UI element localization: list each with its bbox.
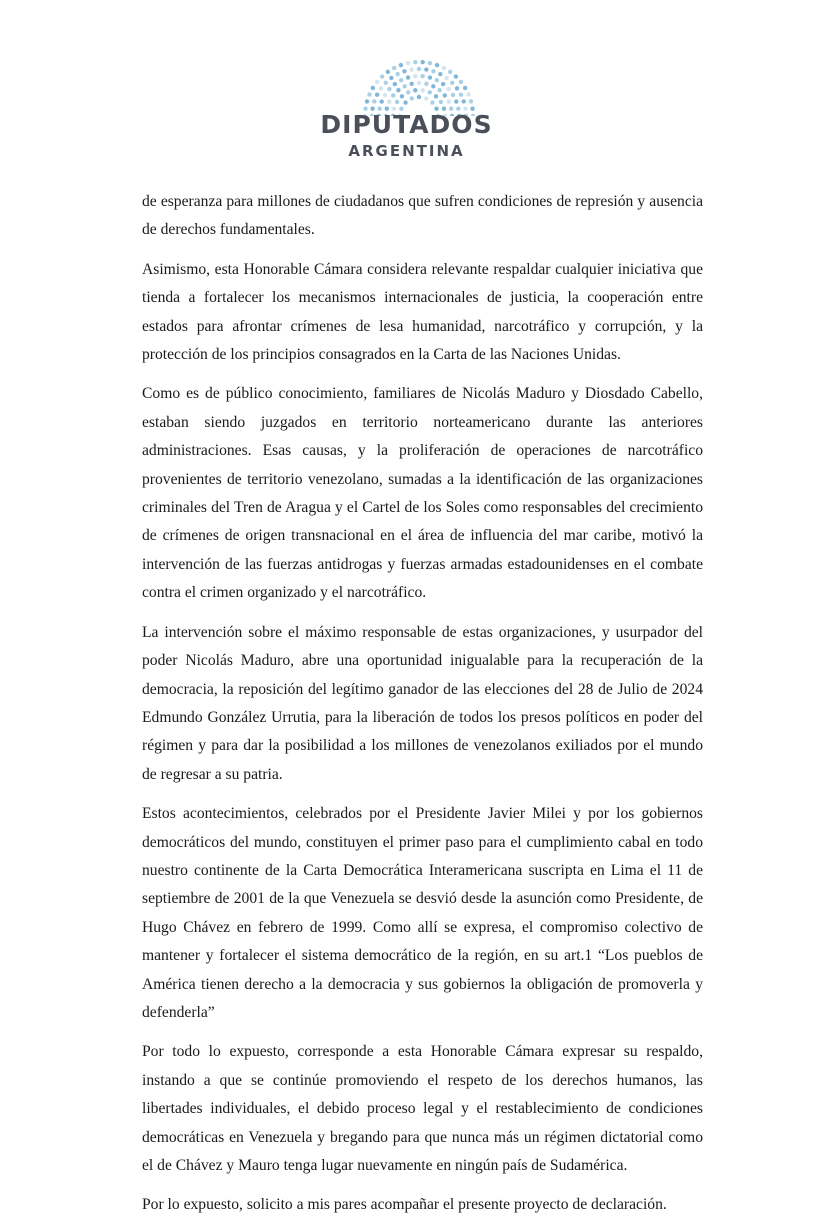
logo-seat-dot bbox=[386, 70, 390, 74]
logo-seat-dot bbox=[447, 99, 451, 103]
logo-seat-dot bbox=[365, 99, 369, 103]
logo-seat-dot bbox=[367, 92, 371, 96]
logo-seat-dot bbox=[413, 60, 417, 64]
logo-seat-dot bbox=[406, 61, 410, 65]
logo-seat-dot bbox=[438, 72, 442, 76]
logo-seat-dot bbox=[448, 70, 452, 74]
logo-seat-dot bbox=[430, 100, 434, 104]
logo-seat-dot bbox=[435, 78, 439, 82]
logo-seat-dot bbox=[420, 74, 424, 78]
paragraph-6: Por todo lo expuesto, corresponde a esta Honorable Cámara expresar su respaldo, instando a que se continúe promoviendo el respeto de los derechos humanos, las libertades individuales, el debido proceso legal y el restablecimiento de condiciones democráticas en Venezuela y bregando para que nunca más un régimen dictatorial como el de Chávez y Mauro tenga lugar nuevamente en ningún país de Sudamérica. bbox=[142, 1043, 703, 1174]
logo-seat-dot bbox=[450, 81, 454, 85]
logo-seat-dot bbox=[400, 94, 404, 98]
chamber-seats-logo-icon bbox=[361, 58, 477, 116]
logo-seat-dot bbox=[437, 88, 441, 92]
logo-seat-dot bbox=[431, 69, 435, 73]
logo-seat-dot bbox=[383, 93, 387, 97]
logo-seat-dot bbox=[431, 84, 435, 88]
logo-seat-dot bbox=[387, 99, 391, 103]
logo-seat-dot bbox=[396, 88, 400, 92]
logo-seat-dot bbox=[417, 81, 421, 85]
logo-seat-dot bbox=[406, 75, 410, 79]
logo-seat-dot bbox=[387, 87, 391, 91]
logo-seat-dot bbox=[395, 72, 399, 76]
logo-seat-dot bbox=[463, 86, 467, 90]
logo-seat-dot bbox=[389, 76, 393, 80]
logo-seat-dot bbox=[399, 78, 403, 82]
logo-seat-dot bbox=[413, 88, 417, 92]
logo-seat-dot bbox=[372, 99, 376, 103]
logo-seat-dot bbox=[439, 100, 443, 104]
logo-seat-dot bbox=[441, 82, 445, 86]
logo-seat-dot bbox=[454, 74, 458, 78]
logo-subtitle: ARGENTINA bbox=[348, 142, 465, 160]
logo-seat-dot bbox=[393, 82, 397, 86]
logo-seat-dot bbox=[462, 99, 466, 103]
paragraph-2: Asimismo, esta Honorable Cámara considera relevante respaldar cualquier iniciativa que tienda a fortalecer los mecanismos internacionales de justicia, la cooperación entre estados para afrontar crímenes de lesa humanidad, narcotráfico y corrupción, y la protección de los principios consagrados en la Carta de las Naciones Unidas. bbox=[142, 260, 703, 364]
logo-seat-dot bbox=[409, 82, 413, 86]
logo-seat-dot bbox=[454, 99, 458, 103]
logo-seat-dot bbox=[391, 93, 395, 97]
logo-seat-dot bbox=[421, 88, 425, 92]
logo-seat-dot bbox=[379, 86, 383, 90]
logo-seat-dot bbox=[384, 81, 388, 85]
logo-seat-dot bbox=[435, 63, 439, 67]
logo-seat-dot bbox=[380, 99, 384, 103]
logo-seat-dot bbox=[413, 74, 417, 78]
logo-seat-dot bbox=[402, 69, 406, 73]
logo-seat-dot bbox=[402, 84, 406, 88]
logo-seat-dot bbox=[399, 63, 403, 67]
logo-seat-dot bbox=[380, 74, 384, 78]
logo-seat-dot bbox=[395, 100, 399, 104]
logo-seat-dot bbox=[420, 60, 424, 64]
paragraph-4: La intervención sobre el máximo responsable de estas organizaciones, y usurpador del poder Nicolás Maduro, abre una oportunidad inigualable para la recuperación de la democracia, la reposición del legítimo ganador de las elecciones del 28 de Julio de 2024 Edmundo González Urrutia, para la liberación de todos los presos políticos en poder del régimen y para dar la posibilidad a los millones de venezolanos exiliados por el mundo de regresar a su patria. bbox=[142, 623, 703, 783]
logo-seat-dot bbox=[466, 92, 470, 96]
logo-seat-dot bbox=[375, 92, 379, 96]
logo-seat-dot bbox=[442, 66, 446, 70]
logo-seat-dot bbox=[428, 75, 432, 79]
document-body bbox=[142, 188, 703, 1231]
logo-seat-dot bbox=[428, 61, 432, 65]
logo-seat-dot bbox=[451, 93, 455, 97]
logo-seat-dot bbox=[424, 67, 428, 71]
paragraph-1: de esperanza para millones de ciudadanos que sufren condiciones de represión y ausencia de derechos fundamentales. bbox=[142, 193, 703, 239]
paragraph-5: Estos acontecimientos, celebrados por el Presidente Javier Milei y por los gobiernos democráticos del mundo, constituyen el primer paso para el cumplimiento cabal en todo nuestro continente de la Carta Democrática Interamericana suscripta en Lima el 11 de septiembre de 2001 de la que Venezuela se desvió desde la asunción como Presidente, de Hugo Chávez en febrero de 1999. Como allí se expresa, el compromiso colectivo de mantener y fortalecer el sistema democrático de la región, en su art.1 “Los pueblos de América tienen derecho a la democracia y sus gobiernos la obligación de promoverla y defenderla” bbox=[142, 805, 703, 1021]
logo-seat-dot bbox=[409, 67, 413, 71]
logo-seat-dot bbox=[444, 76, 448, 80]
logo-seat-dot bbox=[410, 96, 414, 100]
logo-seat-dot bbox=[424, 96, 428, 100]
document-header bbox=[0, 0, 813, 175]
logo-seat-dot bbox=[459, 80, 463, 84]
logo-seat-dot bbox=[469, 99, 473, 103]
logo-seat-dot bbox=[459, 92, 463, 96]
logo-seat-dot bbox=[428, 90, 432, 94]
logo-seat-dot bbox=[417, 95, 421, 99]
logo-seat-dot bbox=[455, 86, 459, 90]
logo-seat-dot bbox=[424, 82, 428, 86]
logo-seat-dot bbox=[392, 66, 396, 70]
paragraph-3: Como es de público conocimiento, familiares de Nicolás Maduro y Diosdado Cabello, estaban siendo juzgados en territorio norteamericano durante las anteriores administraciones. Esas causas, y la proliferación de operaciones de narcotráfico provenientes de territorio venezolano, sumadas a la identificación de las organizaciones criminales del Tren de Aragua y el Cartel de los Soles como responsables del crecimiento de crímenes de origen transnacional en el área de influencia del mar caribe, motivó la intervención de las fuerzas antidrogas y fuerzas armadas estadounidenses en el combate contra el crimen organizado y el narcotráfico. bbox=[142, 385, 703, 602]
paragraph-7: Por lo expuesto, solicito a mis pares acompañar el presente proyecto de declaración. bbox=[142, 1196, 667, 1214]
logo-seat-dot bbox=[403, 100, 407, 104]
logo-title: DIPUTADOS bbox=[320, 110, 493, 139]
logo-seat-dot bbox=[443, 93, 447, 97]
logo-seat-dot bbox=[375, 80, 379, 84]
logo-seat-dot bbox=[446, 87, 450, 91]
logo-seat-dot bbox=[371, 86, 375, 90]
logo-seat-dot bbox=[417, 67, 421, 71]
logo-seat-dot bbox=[434, 94, 438, 98]
logo-seat-dot bbox=[406, 90, 410, 94]
